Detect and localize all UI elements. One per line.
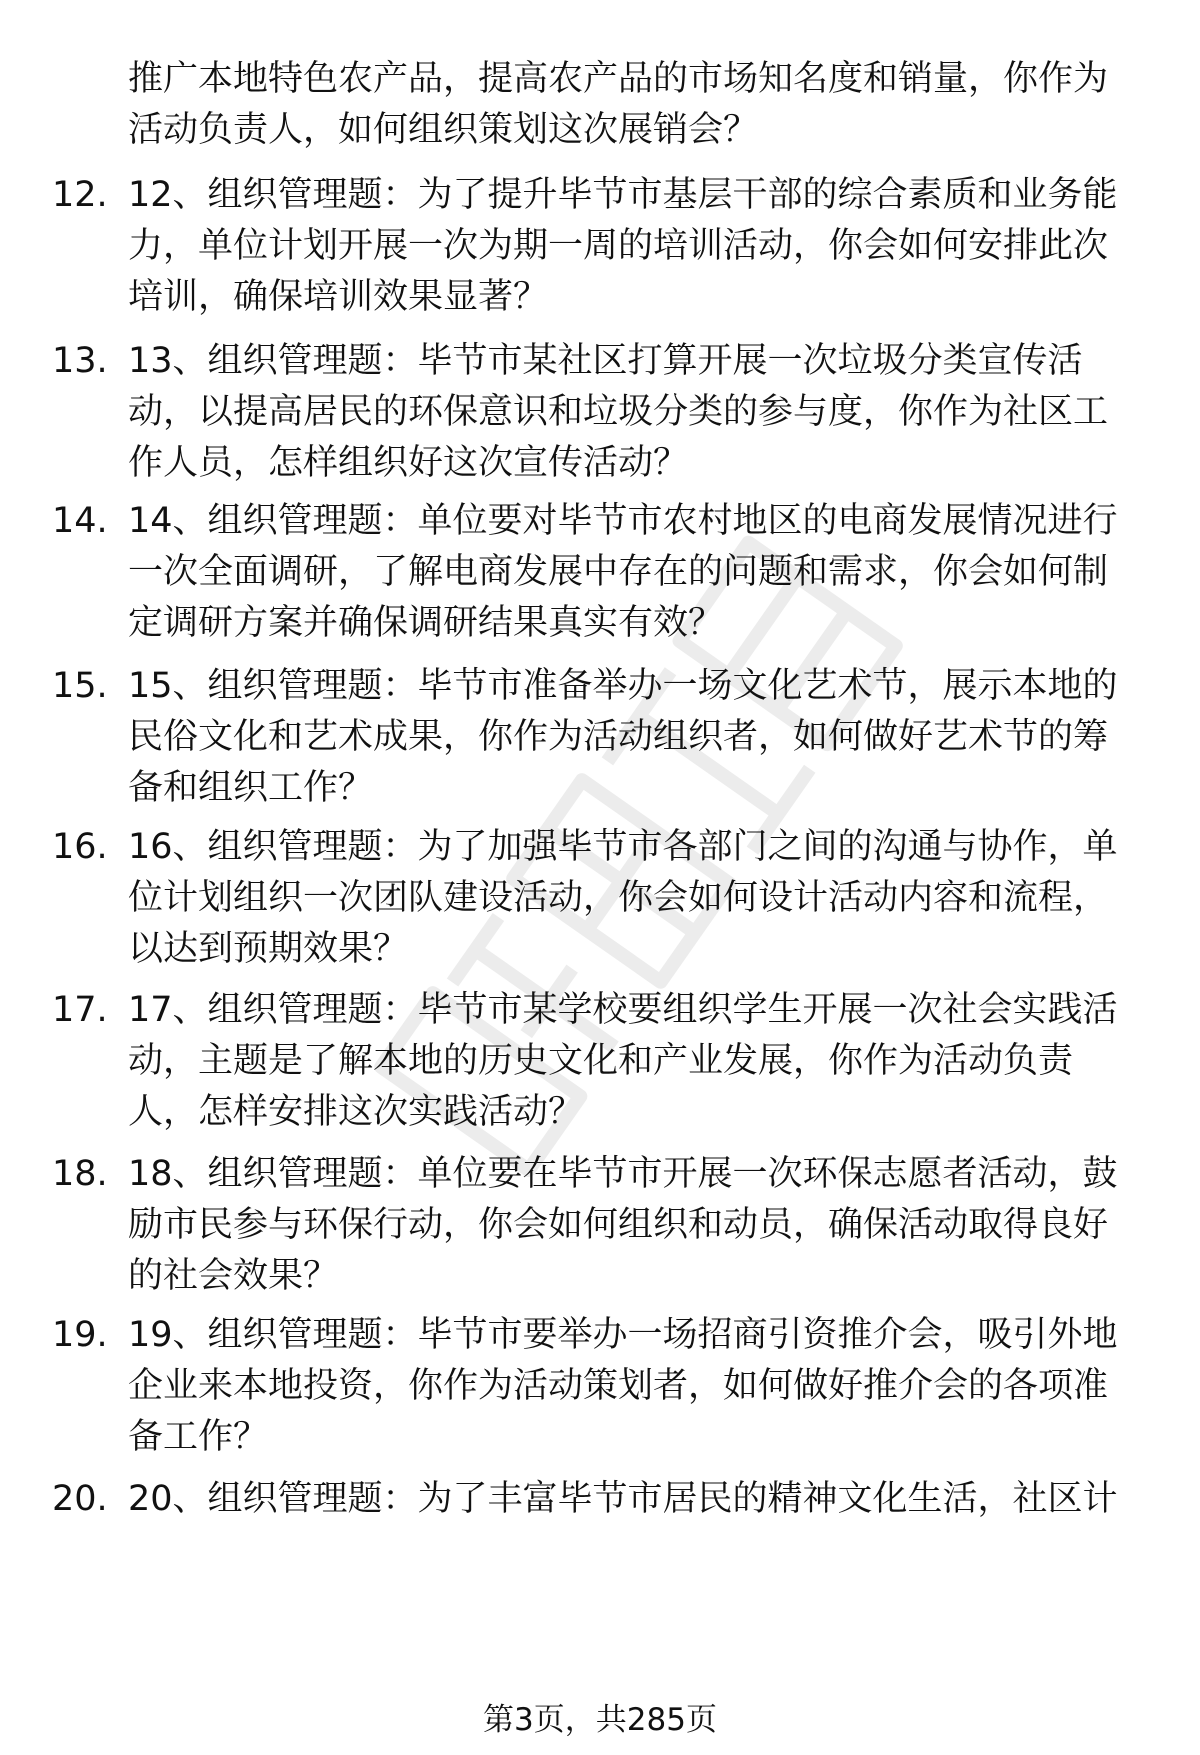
question-text: 12、组织管理题：为了提升毕节市基层干部的综合素质和业务能力，单位计划开展一次为期一周的培训活动，你会如何安排此次培训，确保培训效果显著？ [128,175,1118,317]
continuation-paragraph: 推广本地特色农产品，提高农产品的市场知名度和销量，你作为活动负责人，如何组织策划这次展销会？ [128,59,1109,150]
page-footer: 第3页，共285页 [483,1702,717,1738]
question-number: 17. [52,990,108,1030]
question-text: 18、组织管理题：单位要在毕节市开展一次环保志愿者活动，鼓励市民参与环保行动，你会如何组织和动员，确保活动取得良好的社会效果？ [128,1154,1118,1296]
question-number: 12. [52,175,108,215]
question-text: 14、组织管理题：单位要对毕节市农村地区的电商发展情况进行一次全面调研，了解电商发展中存在的问题和需求，你会如何制定调研方案并确保调研结果真实有效？ [128,501,1118,643]
question-number: 14. [52,501,108,541]
question-number: 18. [52,1154,108,1194]
question-number: 19. [52,1315,108,1355]
question-text: 19、组织管理题：毕节市要举办一场招商引资推介会，吸引外地企业来本地投资，你作为活动策划者，如何做好推介会的各项准备工作？ [128,1315,1118,1457]
question-number: 13. [52,341,108,381]
question-text: 16、组织管理题：为了加强毕节市各部门之间的沟通与协作，单位计划组织一次团队建设活动，你会如何设计活动内容和流程，以达到预期效果？ [128,827,1118,969]
question-text: 17、组织管理题：毕节市某学校要组织学生开展一次社会实践活动，主题是了解本地的历史文化和产业发展，你作为活动负责人，怎样安排这次实践活动？ [128,990,1118,1132]
question-text: 15、组织管理题：毕节市准备举办一场文化艺术节，展示本地的民俗文化和艺术成果，你作为活动组织者，如何做好艺术节的筹备和组织工作？ [128,666,1118,808]
question-number: 15. [52,666,108,706]
question-number: 20. [52,1479,108,1519]
question-text: 20、组织管理题：为了丰富毕节市居民的精神文化生活，社区计 [128,1479,1118,1519]
question-text: 13、组织管理题：毕节市某社区打算开展一次垃圾分类宣传活动，以提高居民的环保意识和垃圾分类的参与度，你作为社区工作人员，怎样组织好这次宣传活动？ [128,341,1109,483]
question-number: 16. [52,827,108,867]
